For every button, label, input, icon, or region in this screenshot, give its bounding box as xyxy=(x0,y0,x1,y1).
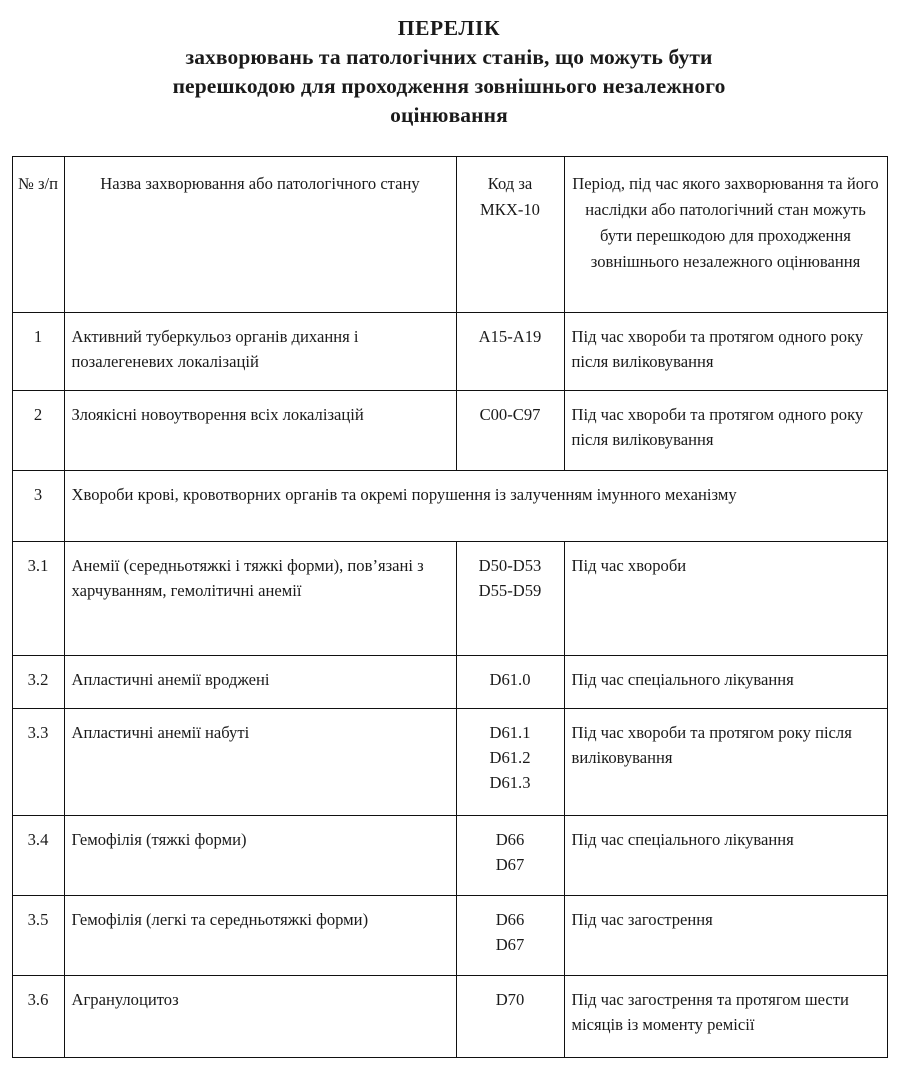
code-line: D61.0 xyxy=(489,670,531,689)
column-header-name: Назва захворювання або патологічного стану xyxy=(64,157,456,313)
table-row xyxy=(12,391,887,471)
code-line: D70 xyxy=(495,990,525,1009)
row-num: 3.5 xyxy=(12,896,64,976)
table-row xyxy=(12,656,887,709)
row-period: Під час спеціального лікування xyxy=(564,656,887,709)
code-line: D66 xyxy=(495,910,525,929)
row-code xyxy=(456,896,564,976)
row-name: Анемії (середньотяжкі і тяжкі форми), пов’язані з харчуванням, гемолітичні анемії xyxy=(64,542,456,656)
code-line: D55-D59 xyxy=(478,581,542,600)
table-row xyxy=(12,816,887,896)
row-code xyxy=(456,542,564,656)
row-code: C00-C97 xyxy=(456,391,564,471)
row-name: Апластичні анемії набуті xyxy=(64,709,456,816)
table-row xyxy=(12,542,887,656)
row-num: 3 xyxy=(12,471,64,542)
row-name: Гемофілія (тяжкі форми) xyxy=(64,816,456,896)
table-row xyxy=(12,896,887,976)
row-period: Під час загострення та протягом шести місяців із моменту ремісії xyxy=(564,976,887,1058)
row-name: Злоякісні новоутворення всіх локалізацій xyxy=(64,391,456,471)
row-name: Агранулоцитоз xyxy=(64,976,456,1058)
row-period: Під час хвороби та протягом одного року після виліковування xyxy=(564,391,887,471)
title-line-3: перешкодою для проходження зовнішнього незалежного xyxy=(172,74,726,98)
page-title xyxy=(0,0,898,130)
row-code xyxy=(456,709,564,816)
row-code xyxy=(456,656,564,709)
column-header-num: № з/п xyxy=(12,157,64,313)
row-num: 3.6 xyxy=(12,976,64,1058)
row-num: 2 xyxy=(12,391,64,471)
row-period: Під час загострення xyxy=(564,896,887,976)
column-header-period: Період, під час якого захворювання та його наслідки або патологічний стан можуть бути перешкодою для проходження зовнішнього незалежного оцінювання xyxy=(564,157,887,313)
code-line: D61.3 xyxy=(489,773,531,792)
code-line: D61.1 xyxy=(489,723,531,742)
row-num: 3.2 xyxy=(12,656,64,709)
row-name: Гемофілія (легкі та середньотяжкі форми) xyxy=(64,896,456,976)
title-line-2: захворювань та патологічних станів, що можуть бути xyxy=(185,45,713,69)
row-num: 3.4 xyxy=(12,816,64,896)
title-line-1: ПЕРЕЛІК xyxy=(397,16,501,40)
row-num: 1 xyxy=(12,313,64,391)
code-line: D66 xyxy=(495,830,525,849)
table-header-row xyxy=(12,157,887,313)
listing-table-wrapper xyxy=(12,156,887,1058)
row-period: Під час спеціального лікування xyxy=(564,816,887,896)
table-row-group-heading xyxy=(12,471,887,542)
code-line: D50-D53 xyxy=(478,556,542,575)
table-row xyxy=(12,976,887,1058)
row-group-name: Хвороби крові, кровотворних органів та окремі порушення із залученням імунного механізму xyxy=(64,471,887,542)
title-line-4: оцінювання xyxy=(390,103,508,127)
row-period: Під час хвороби xyxy=(564,542,887,656)
code-line: D61.2 xyxy=(489,748,531,767)
row-num: 3.3 xyxy=(12,709,64,816)
listing-table xyxy=(12,156,888,1058)
row-code xyxy=(456,976,564,1058)
table-row xyxy=(12,709,887,816)
table-row xyxy=(12,313,887,391)
row-name: Апластичні анемії вроджені xyxy=(64,656,456,709)
row-code: A15-A19 xyxy=(456,313,564,391)
column-header-code: Код за МКХ-10 xyxy=(456,157,564,313)
row-name: Активний туберкульоз органів дихання і позалегеневих локалізацій xyxy=(64,313,456,391)
row-num: 3.1 xyxy=(12,542,64,656)
row-code xyxy=(456,816,564,896)
row-period: Під час хвороби та протягом року після виліковування xyxy=(564,709,887,816)
code-line: D67 xyxy=(495,935,525,954)
code-line: D67 xyxy=(495,855,525,874)
row-period: Під час хвороби та протягом одного року після виліковування xyxy=(564,313,887,391)
